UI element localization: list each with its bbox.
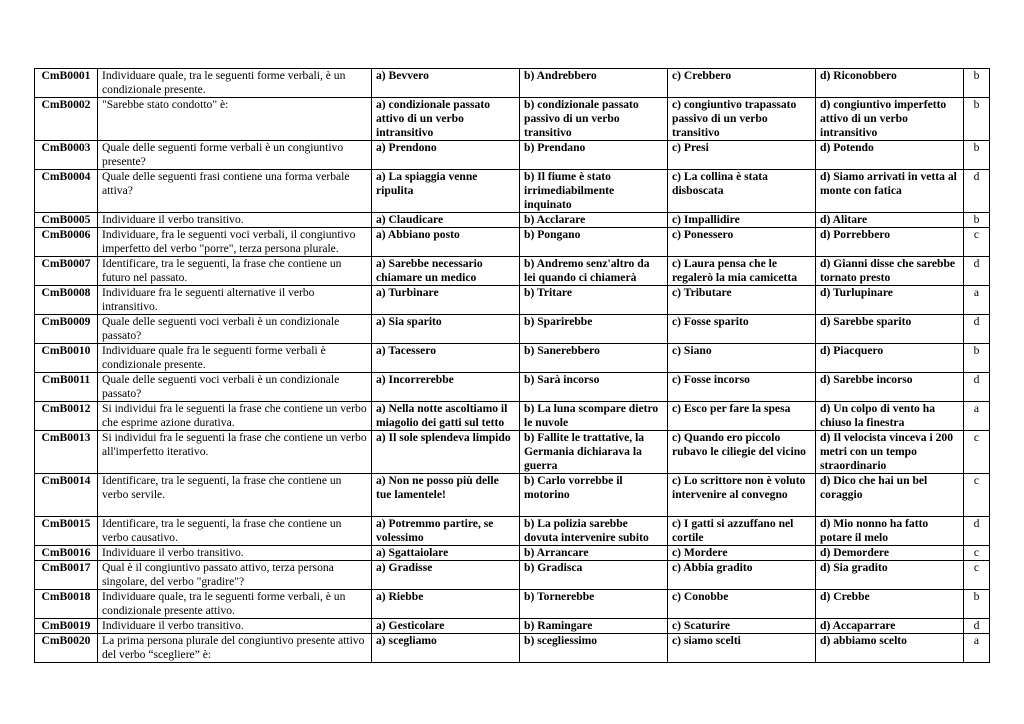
question-text: Individuare, fra le seguenti voci verbali, il congiuntivo imperfetto del verbo "porre", terza persona plurale. (98, 228, 372, 257)
question-row (35, 474, 990, 517)
question-text: Individuare il verbo transitivo. (98, 619, 372, 634)
option-c: c) Fosse incorso (668, 373, 816, 402)
option-b: b) Sarà incorso (520, 373, 668, 402)
option-c: c) Presi (668, 141, 816, 170)
option-c: c) Quando ero piccolo rubavo le ciliegie del vicino (668, 431, 816, 474)
answer-key: a (964, 634, 990, 663)
quiz-table (34, 68, 990, 663)
option-b: b) La luna scompare dietro le nuvole (520, 402, 668, 431)
option-a: a) Non ne posso più delle tue lamentele! (372, 474, 520, 517)
answer-key: c (964, 546, 990, 561)
option-d: d) Sarebbe incorso (816, 373, 964, 402)
answer-key: c (964, 228, 990, 257)
quiz-sheet (34, 68, 990, 663)
question-row (35, 561, 990, 590)
question-code: CmB0001 (35, 69, 98, 98)
option-a: a) Turbinare (372, 286, 520, 315)
option-d: d) congiuntivo imperfetto attivo di un verbo intransitivo (816, 98, 964, 141)
question-text: Identificare, tra le seguenti, la frase che contiene un futuro nel passato. (98, 257, 372, 286)
option-c: c) Esco per fare la spesa (668, 402, 816, 431)
option-d: d) Riconobbero (816, 69, 964, 98)
option-a: a) Gesticolare (372, 619, 520, 634)
question-row (35, 402, 990, 431)
question-row (35, 315, 990, 344)
option-b: b) Arrancare (520, 546, 668, 561)
option-b: b) Sparirebbe (520, 315, 668, 344)
option-d: d) Sarebbe sparito (816, 315, 964, 344)
option-b: b) condizionale passato passivo di un verbo transitivo (520, 98, 668, 141)
option-c: c) Siano (668, 344, 816, 373)
option-b: b) Fallite le trattative, la Germania dichiarava la guerra (520, 431, 668, 474)
answer-key: d (964, 373, 990, 402)
question-text: Individuare quale, tra le seguenti forme verbali, è un condizionale presente. (98, 69, 372, 98)
option-a: a) Bevvero (372, 69, 520, 98)
question-text: Individuare fra le seguenti alternative il verbo intransitivo. (98, 286, 372, 315)
option-c: c) Lo scrittore non è voluto intervenire al convegno (668, 474, 816, 517)
question-row (35, 286, 990, 315)
question-text: Identificare, tra le seguenti, la frase che contiene un verbo servile. (98, 474, 372, 517)
question-row (35, 590, 990, 619)
option-d: d) abbiamo scelto (816, 634, 964, 663)
option-d: d) Dico che hai un bel coraggio (816, 474, 964, 517)
answer-key: c (964, 431, 990, 474)
option-d: d) Sia gradito (816, 561, 964, 590)
option-a: a) Sarebbe necessario chiamare un medico (372, 257, 520, 286)
answer-key: c (964, 474, 990, 517)
option-a: a) La spiaggia venne ripulita (372, 170, 520, 213)
option-d: d) Alitare (816, 213, 964, 228)
question-code: CmB0016 (35, 546, 98, 561)
option-a: a) Il sole splendeva limpido (372, 431, 520, 474)
option-d: d) Porrebbero (816, 228, 964, 257)
question-row (35, 170, 990, 213)
question-code: CmB0006 (35, 228, 98, 257)
option-d: d) Un colpo di vento ha chiuso la finestra (816, 402, 964, 431)
question-text: Si individui fra le seguenti la frase che contiene un verbo che esprime azione durativa. (98, 402, 372, 431)
question-code: CmB0011 (35, 373, 98, 402)
option-a: a) Prendono (372, 141, 520, 170)
option-d: d) Mio nonno ha fatto potare il melo (816, 517, 964, 546)
question-row (35, 517, 990, 546)
option-a: a) Sia sparito (372, 315, 520, 344)
question-row (35, 257, 990, 286)
option-a: a) Potremmo partire, se volessimo (372, 517, 520, 546)
option-d: d) Piacquero (816, 344, 964, 373)
option-a: a) Nella notte ascoltiamo il miagolio dei gatti sul tetto (372, 402, 520, 431)
question-code: CmB0019 (35, 619, 98, 634)
option-c: c) Conobbe (668, 590, 816, 619)
question-row (35, 546, 990, 561)
option-c: c) Abbia gradito (668, 561, 816, 590)
question-row (35, 634, 990, 663)
option-a: a) Sgattaiolare (372, 546, 520, 561)
option-a: a) Incorrerebbe (372, 373, 520, 402)
question-row (35, 213, 990, 228)
answer-key: d (964, 257, 990, 286)
question-text: Individuare il verbo transitivo. (98, 546, 372, 561)
option-d: d) Gianni disse che sarebbe tornato presto (816, 257, 964, 286)
answer-key: b (964, 213, 990, 228)
question-code: CmB0015 (35, 517, 98, 546)
option-b: b) Andrebbero (520, 69, 668, 98)
option-d: d) Turlupinare (816, 286, 964, 315)
option-c: c) Mordere (668, 546, 816, 561)
quiz-rows (35, 69, 990, 663)
question-code: CmB0002 (35, 98, 98, 141)
answer-key: d (964, 517, 990, 546)
option-d: d) Accaparrare (816, 619, 964, 634)
question-text: Quale delle seguenti forme verbali è un congiuntivo presente? (98, 141, 372, 170)
question-row (35, 431, 990, 474)
question-text: Identificare, tra le seguenti, la frase che contiene un verbo causativo. (98, 517, 372, 546)
question-row (35, 373, 990, 402)
option-c: c) Impallidire (668, 213, 816, 228)
question-code: CmB0018 (35, 590, 98, 619)
option-c: c) Fosse sparito (668, 315, 816, 344)
question-text: Individuare quale, tra le seguenti forme verbali, è un condizionale presente attivo. (98, 590, 372, 619)
option-a: a) Tacessero (372, 344, 520, 373)
option-a: a) Gradisse (372, 561, 520, 590)
option-b: b) La polizia sarebbe dovuta intervenire subito (520, 517, 668, 546)
option-a: a) Riebbe (372, 590, 520, 619)
option-c: c) La collina è stata disboscata (668, 170, 816, 213)
option-b: b) Ramingare (520, 619, 668, 634)
question-code: CmB0005 (35, 213, 98, 228)
option-d: d) Demordere (816, 546, 964, 561)
option-b: b) scegliessimo (520, 634, 668, 663)
answer-key: b (964, 98, 990, 141)
option-c: c) Crebbero (668, 69, 816, 98)
question-row (35, 98, 990, 141)
question-row (35, 228, 990, 257)
option-b: b) Carlo vorrebbe il motorino (520, 474, 668, 517)
answer-key: d (964, 619, 990, 634)
answer-key: c (964, 561, 990, 590)
option-b: b) Prendano (520, 141, 668, 170)
option-b: b) Acclarare (520, 213, 668, 228)
answer-key: d (964, 315, 990, 344)
question-code: CmB0014 (35, 474, 98, 517)
option-b: b) Gradisca (520, 561, 668, 590)
question-code: CmB0004 (35, 170, 98, 213)
option-a: a) scegliamo (372, 634, 520, 663)
question-text: Individuare quale fra le seguenti forme verbali è condizionale presente. (98, 344, 372, 373)
option-d: d) Il velocista vinceva i 200 metri con un tempo straordinario (816, 431, 964, 474)
question-row (35, 141, 990, 170)
question-text: Individuare il verbo transitivo. (98, 213, 372, 228)
question-text: Quale delle seguenti voci verbali è un condizionale passato? (98, 373, 372, 402)
option-a: a) condizionale passato attivo di un verbo intransitivo (372, 98, 520, 141)
question-code: CmB0003 (35, 141, 98, 170)
question-code: CmB0017 (35, 561, 98, 590)
question-row (35, 619, 990, 634)
answer-key: b (964, 590, 990, 619)
option-b: b) Sanerebbero (520, 344, 668, 373)
option-c: c) I gatti si azzuffano nel cortile (668, 517, 816, 546)
option-b: b) Tritare (520, 286, 668, 315)
question-text: "Sarebbe stato condotto" è: (98, 98, 372, 141)
answer-key: d (964, 170, 990, 213)
question-text: Quale delle seguenti voci verbali è un condizionale passato? (98, 315, 372, 344)
answer-key: a (964, 402, 990, 431)
option-b: b) Il fiume è stato irrimediabilmente inquinato (520, 170, 668, 213)
option-c: c) Ponessero (668, 228, 816, 257)
answer-key: b (964, 344, 990, 373)
question-code: CmB0009 (35, 315, 98, 344)
question-code: CmB0013 (35, 431, 98, 474)
option-d: d) Siamo arrivati in vetta al monte con fatica (816, 170, 964, 213)
answer-key: b (964, 69, 990, 98)
option-c: c) Laura pensa che le regalerò la mia camicetta (668, 257, 816, 286)
option-a: a) Claudicare (372, 213, 520, 228)
question-text: Si individui fra le seguenti la frase che contiene un verbo all'imperfetto iterativo. (98, 431, 372, 474)
option-b: b) Pongano (520, 228, 668, 257)
option-d: d) Crebbe (816, 590, 964, 619)
option-a: a) Abbiano posto (372, 228, 520, 257)
question-code: CmB0007 (35, 257, 98, 286)
question-text: Quale delle seguenti frasi contiene una forma verbale attiva? (98, 170, 372, 213)
answer-key: a (964, 286, 990, 315)
option-b: b) Andremo senz'altro da lei quando ci chiamerà (520, 257, 668, 286)
question-code: CmB0012 (35, 402, 98, 431)
answer-key: b (964, 141, 990, 170)
question-text: La prima persona plurale del congiuntivo presente attivo del verbo “scegliere” è: (98, 634, 372, 663)
question-code: CmB0020 (35, 634, 98, 663)
option-c: c) Tributare (668, 286, 816, 315)
question-text: Qual è il congiuntivo passato attivo, terza persona singolare, del verbo "gradire"? (98, 561, 372, 590)
option-b: b) Tornerebbe (520, 590, 668, 619)
option-c: c) congiuntivo trapassato passivo di un verbo transitivo (668, 98, 816, 141)
question-row (35, 344, 990, 373)
option-c: c) siamo scelti (668, 634, 816, 663)
question-code: CmB0010 (35, 344, 98, 373)
question-row (35, 69, 990, 98)
option-c: c) Scaturire (668, 619, 816, 634)
option-d: d) Potendo (816, 141, 964, 170)
question-code: CmB0008 (35, 286, 98, 315)
